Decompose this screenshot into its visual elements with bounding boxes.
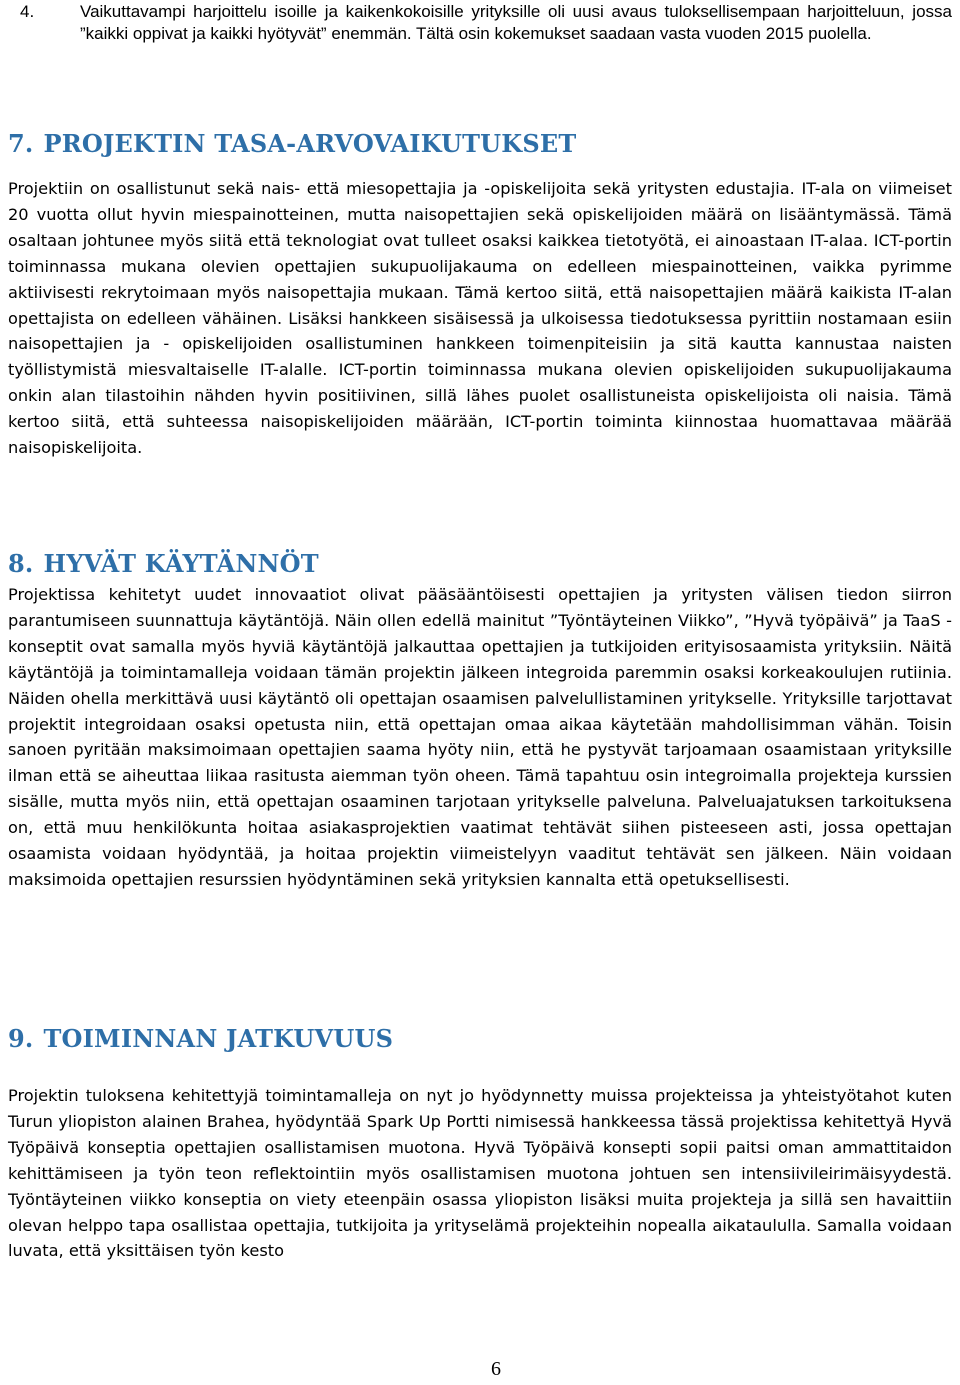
section-number: 9. bbox=[8, 1024, 34, 1053]
section-heading-8 bbox=[8, 549, 319, 578]
list-item bbox=[8, 1, 952, 44]
section-number: 8. bbox=[8, 549, 34, 578]
section-title: PROJEKTIN TASA-ARVOVAIKUTUKSET bbox=[43, 129, 577, 158]
section-heading-7 bbox=[8, 129, 576, 158]
section-paragraph-7 bbox=[8, 176, 952, 461]
list-item-text: Vaikuttavampi harjoittelu isoille ja kaikenkokoisille yrityksille oli uusi avaus tuloksellisempaan harjoitteluun, jossa ”kaikki oppivat ja kaikki hyötyvät” enemmän. Tältä osin kokemukset saadaan vasta vuoden 2015 puolella. bbox=[80, 2, 952, 43]
list-item-number: 4. bbox=[20, 2, 35, 21]
section-lead-sentence: Projektiin on osallistunut sekä nais- että miesopettajia ja -opiskelijoita sekä yritysten edustajia. bbox=[8, 179, 795, 198]
section-title: HYVÄT KÄYTÄNNÖT bbox=[43, 549, 319, 578]
section-number: 7. bbox=[8, 129, 34, 158]
section-body-text: IT-ala on viimeiset 20 vuotta ollut hyvin miespainotteinen, mutta naisopettajien sekä opiskelijoiden määrä on lisääntymässä. Tämä osaltaan johtunee myös siitä että teknologiat ovat tulleet osaksi kaikkea tietotyötä, ei ainoastaan IT-alaa. ICT-portin toiminnassa mukana olevien opettajien sukupuolijakauma on edelleen miespainotteinen, vaikka pyrimme aktiivisesti rekrytoimaan myös naisopettajia mukaan. Tämä kertoo siitä, että naisopettajien määrä kaikista IT-alan opettajista on edelleen vähäinen. Lisäksi hankkeen sisäisessä ja ulkoisessa tiedotuksessa pyrittiin nostamaan esiin naisopettajien ja - opiskelijoiden osallistuminen hankkeen toimenpiteisiin ja sitä kautta kannustaa naisten työllistymistä miesvaltaiselle IT-alalle. ICT-portin toiminnassa mukana olevien opiskelijoiden sukupuolijakauma onkin alan tilastoihin nähden hyvin positiivinen, sillä lähes puolet osallistuneista opiskelijoista oli naisia. Tämä kertoo siitä, että suhteessa naisopiskelijoiden määrään, ICT-portin toiminta kiinnostaa huomattavaa määrää naisopiskelijoita. bbox=[8, 179, 952, 458]
section-title: TOIMINNAN JATKUVUUS bbox=[43, 1024, 394, 1053]
page-number: 6 bbox=[491, 1358, 501, 1380]
section-paragraph-9: Projektin tuloksena kehitettyjä toimintamalleja on nyt jo hyödynnetty muissa projekteissa ja yhteistyötahot kuten Turun yliopiston alainen Brahea, hyödyntää Spark Up Portti nimisessä hankkeessa tässä projektissa kehitettyä Hyvä Työpäivä konseptia opettajien osallistamisen muotona. Hyvä Työpäivä konsepti sopii paitsi oman ammattitaidon kehittämiseen ja työn teon reflektointiin myös osallistamisen muotona johtuen sen intensiivileirimäisyydestä. Työntäyteinen viikko konseptia on viety eteenpäin osassa yliopiston lisäksi muita projekteja ja sillä sen havaittiin olevan helppo tapa osallistaa opettajia, tutkijoita ja yrityselämä projekteihin nopealla aikataululla. Samalla voidaan luvata, että yksittäisen työn kesto bbox=[8, 1086, 952, 1261]
section-paragraph-8: Projektissa kehitetyt uudet innovaatiot olivat pääsääntöisesti opettajien ja yritysten välisen tiedon siirron parantumiseen suunnattuja käytäntöjä. Näin ollen edellä mainitut ”Työntäyteinen Viikko”, ”Hyvä työpäivä” ja TaaS -konseptit ovat samalla myös hyviä käytäntöjä jalkauttaa opettajien ja tutkijoiden erityisosaamista yrityksiin. Näitä käytäntöjä ja toimintamalleja voidaan tämän projektin jälkeen integroida paremmin osaksi korkeakoulujen rutiinia. Näiden ohella merkittävä uusi käytäntö oli opettajan osaamisen palvelullistaminen yritykselle. Yrityksille tarjottavat projektit integroidaan osaksi opetusta niin, että opettajan omaa aikaa käytetään mahdollisimman vähän. Toisin sanoen pyritään maksimoimaan opettajien saama hyöty niin, että he pystyvät tarjoamaan osaamistaan yrityksille ilman että se aiheuttaa liikaa rasitusta aiemman työn oheen. Tämä tapahtuu osin integroimalla projekteja kurssien sisälle, mutta myös niin, että opettajan osaaminen tarjotaan yritykselle palveluna. Palveluajatuksen tarkoituksena on, että muu henkilökunta hoitaa asiakasprojektien vaatimat tehtävät siihen pisteeseen asti, jossa opettajan osaamista voidaan hyödyntää, ja hoitaa projektin viimeistelyyn vaaditut tehtävät sen jälkeen. Näin voidaan maksimoida opettajien resurssien hyödyntäminen sekä yrityksien kannalta että opetuksellisesti. bbox=[8, 585, 952, 889]
section-heading-9 bbox=[8, 1024, 393, 1053]
